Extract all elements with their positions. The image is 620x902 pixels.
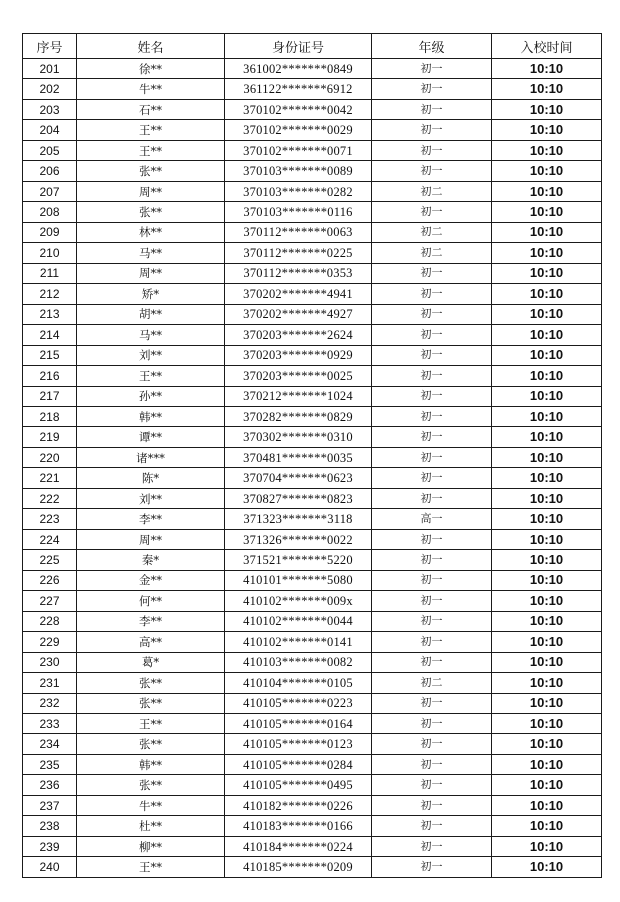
cell-name: 马** <box>77 325 225 345</box>
cell-name: 林** <box>77 222 225 242</box>
table-row <box>23 161 602 181</box>
table-body <box>23 59 602 878</box>
cell-seq: 221 <box>23 468 77 488</box>
cell-entry-time: 10:10 <box>492 325 602 345</box>
cell-name: 金** <box>77 570 225 590</box>
cell-seq: 235 <box>23 754 77 774</box>
table-row <box>23 386 602 406</box>
cell-grade: 初一 <box>372 632 492 652</box>
cell-entry-time: 10:10 <box>492 857 602 877</box>
cell-grade: 初一 <box>372 652 492 672</box>
cell-grade: 初一 <box>372 325 492 345</box>
table-row <box>23 263 602 283</box>
cell-grade: 初一 <box>372 304 492 324</box>
cell-id-number: 370202*******4927 <box>225 304 372 324</box>
cell-id-number: 410103*******0082 <box>225 652 372 672</box>
cell-grade: 初一 <box>372 79 492 99</box>
cell-grade: 初一 <box>372 366 492 386</box>
cell-id-number: 370827*******0823 <box>225 488 372 508</box>
cell-id-number: 370112*******0225 <box>225 243 372 263</box>
cell-seq: 216 <box>23 366 77 386</box>
cell-id-number: 410184*******0224 <box>225 836 372 856</box>
cell-name: 周** <box>77 263 225 283</box>
cell-grade: 初一 <box>372 161 492 181</box>
cell-grade: 初一 <box>372 140 492 160</box>
cell-id-number: 410182*******0226 <box>225 795 372 815</box>
header-name: 姓名 <box>77 34 225 59</box>
cell-grade: 初一 <box>372 857 492 877</box>
cell-name: 韩** <box>77 406 225 426</box>
cell-grade: 初一 <box>372 591 492 611</box>
cell-entry-time: 10:10 <box>492 79 602 99</box>
table-row <box>23 59 602 79</box>
header-seq: 序号 <box>23 34 77 59</box>
cell-name: 王** <box>77 857 225 877</box>
table-row <box>23 304 602 324</box>
cell-id-number: 370103*******0282 <box>225 181 372 201</box>
cell-seq: 212 <box>23 284 77 304</box>
cell-grade: 高一 <box>372 509 492 529</box>
cell-entry-time: 10:10 <box>492 263 602 283</box>
cell-name: 张** <box>77 734 225 754</box>
cell-id-number: 370112*******0353 <box>225 263 372 283</box>
table-row <box>23 488 602 508</box>
cell-grade: 初一 <box>372 775 492 795</box>
cell-id-number: 370202*******4941 <box>225 284 372 304</box>
cell-entry-time: 10:10 <box>492 386 602 406</box>
cell-seq: 219 <box>23 427 77 447</box>
cell-entry-time: 10:10 <box>492 611 602 631</box>
table-header <box>23 34 602 59</box>
cell-entry-time: 10:10 <box>492 161 602 181</box>
cell-name: 陈* <box>77 468 225 488</box>
cell-name: 李** <box>77 611 225 631</box>
cell-entry-time: 10:10 <box>492 693 602 713</box>
cell-name: 王** <box>77 366 225 386</box>
cell-seq: 232 <box>23 693 77 713</box>
table-row <box>23 652 602 672</box>
cell-seq: 202 <box>23 79 77 99</box>
cell-entry-time: 10:10 <box>492 345 602 365</box>
cell-entry-time: 10:10 <box>492 795 602 815</box>
header-id-number: 身份证号 <box>225 34 372 59</box>
cell-id-number: 370282*******0829 <box>225 406 372 426</box>
cell-entry-time: 10:10 <box>492 673 602 693</box>
cell-id-number: 370212*******1024 <box>225 386 372 406</box>
cell-name: 杜** <box>77 816 225 836</box>
cell-seq: 230 <box>23 652 77 672</box>
cell-seq: 238 <box>23 816 77 836</box>
cell-seq: 208 <box>23 202 77 222</box>
cell-name: 矫* <box>77 284 225 304</box>
cell-id-number: 410104*******0105 <box>225 673 372 693</box>
cell-name: 张** <box>77 161 225 181</box>
cell-grade: 初一 <box>372 693 492 713</box>
cell-seq: 225 <box>23 550 77 570</box>
cell-entry-time: 10:10 <box>492 529 602 549</box>
student-entry-sheet <box>22 33 601 878</box>
table-row <box>23 570 602 590</box>
cell-name: 王** <box>77 714 225 734</box>
cell-id-number: 410105*******0495 <box>225 775 372 795</box>
table-row <box>23 673 602 693</box>
cell-seq: 237 <box>23 795 77 815</box>
cell-entry-time: 10:10 <box>492 243 602 263</box>
table-row <box>23 243 602 263</box>
cell-seq: 201 <box>23 59 77 79</box>
table-row <box>23 550 602 570</box>
cell-seq: 214 <box>23 325 77 345</box>
cell-grade: 初一 <box>372 754 492 774</box>
table-row <box>23 529 602 549</box>
cell-id-number: 410185*******0209 <box>225 857 372 877</box>
cell-seq: 220 <box>23 447 77 467</box>
table-row <box>23 406 602 426</box>
table-row <box>23 120 602 140</box>
cell-name: 李** <box>77 509 225 529</box>
cell-name: 石** <box>77 99 225 119</box>
cell-grade: 初一 <box>372 836 492 856</box>
cell-grade: 初一 <box>372 345 492 365</box>
header-grade: 年级 <box>372 34 492 59</box>
cell-grade: 初一 <box>372 714 492 734</box>
cell-entry-time: 10:10 <box>492 427 602 447</box>
cell-id-number: 410105*******0164 <box>225 714 372 734</box>
cell-name: 胡** <box>77 304 225 324</box>
cell-entry-time: 10:10 <box>492 284 602 304</box>
cell-name: 刘** <box>77 345 225 365</box>
cell-seq: 233 <box>23 714 77 734</box>
table-row <box>23 632 602 652</box>
cell-grade: 初一 <box>372 386 492 406</box>
cell-seq: 222 <box>23 488 77 508</box>
table-row <box>23 345 602 365</box>
cell-entry-time: 10:10 <box>492 222 602 242</box>
cell-entry-time: 10:10 <box>492 836 602 856</box>
cell-grade: 初一 <box>372 550 492 570</box>
header-row <box>23 34 602 59</box>
cell-grade: 初一 <box>372 427 492 447</box>
cell-entry-time: 10:10 <box>492 816 602 836</box>
cell-id-number: 410105*******0123 <box>225 734 372 754</box>
cell-grade: 初二 <box>372 673 492 693</box>
cell-seq: 210 <box>23 243 77 263</box>
table-row <box>23 427 602 447</box>
table-row <box>23 284 602 304</box>
cell-seq: 206 <box>23 161 77 181</box>
table-row <box>23 611 602 631</box>
cell-id-number: 370112*******0063 <box>225 222 372 242</box>
table-row <box>23 222 602 242</box>
cell-grade: 初一 <box>372 488 492 508</box>
cell-name: 秦* <box>77 550 225 570</box>
cell-id-number: 410102*******009x <box>225 591 372 611</box>
cell-entry-time: 10:10 <box>492 509 602 529</box>
table-row <box>23 468 602 488</box>
table-row <box>23 99 602 119</box>
cell-name: 周** <box>77 529 225 549</box>
cell-id-number: 410101*******5080 <box>225 570 372 590</box>
cell-id-number: 361122*******6912 <box>225 79 372 99</box>
cell-entry-time: 10:10 <box>492 632 602 652</box>
cell-name: 张** <box>77 202 225 222</box>
table-row <box>23 509 602 529</box>
cell-seq: 213 <box>23 304 77 324</box>
cell-grade: 初二 <box>372 222 492 242</box>
cell-seq: 227 <box>23 591 77 611</box>
table-row <box>23 693 602 713</box>
cell-id-number: 370704*******0623 <box>225 468 372 488</box>
cell-id-number: 370203*******2624 <box>225 325 372 345</box>
cell-seq: 203 <box>23 99 77 119</box>
cell-grade: 初一 <box>372 816 492 836</box>
cell-id-number: 371521*******5220 <box>225 550 372 570</box>
cell-name: 高** <box>77 632 225 652</box>
cell-entry-time: 10:10 <box>492 550 602 570</box>
cell-entry-time: 10:10 <box>492 652 602 672</box>
cell-entry-time: 10:10 <box>492 181 602 201</box>
cell-id-number: 410105*******0223 <box>225 693 372 713</box>
cell-id-number: 370102*******0071 <box>225 140 372 160</box>
table-row <box>23 795 602 815</box>
cell-name: 葛* <box>77 652 225 672</box>
cell-grade: 初二 <box>372 243 492 263</box>
cell-seq: 234 <box>23 734 77 754</box>
cell-seq: 229 <box>23 632 77 652</box>
cell-grade: 初二 <box>372 181 492 201</box>
cell-entry-time: 10:10 <box>492 591 602 611</box>
table-row <box>23 775 602 795</box>
cell-id-number: 370102*******0042 <box>225 99 372 119</box>
table-row <box>23 447 602 467</box>
cell-grade: 初一 <box>372 447 492 467</box>
cell-grade: 初一 <box>372 120 492 140</box>
cell-seq: 218 <box>23 406 77 426</box>
cell-entry-time: 10:10 <box>492 366 602 386</box>
cell-seq: 231 <box>23 673 77 693</box>
table-row <box>23 202 602 222</box>
header-entry-time: 入校时间 <box>492 34 602 59</box>
cell-seq: 226 <box>23 570 77 590</box>
cell-name: 牛** <box>77 79 225 99</box>
cell-entry-time: 10:10 <box>492 406 602 426</box>
cell-name: 孙** <box>77 386 225 406</box>
cell-name: 王** <box>77 120 225 140</box>
cell-seq: 211 <box>23 263 77 283</box>
cell-id-number: 410105*******0284 <box>225 754 372 774</box>
cell-id-number: 370302*******0310 <box>225 427 372 447</box>
cell-name: 牛** <box>77 795 225 815</box>
cell-seq: 228 <box>23 611 77 631</box>
cell-name: 马** <box>77 243 225 263</box>
cell-entry-time: 10:10 <box>492 570 602 590</box>
cell-name: 韩** <box>77 754 225 774</box>
table-row <box>23 714 602 734</box>
cell-seq: 224 <box>23 529 77 549</box>
cell-entry-time: 10:10 <box>492 140 602 160</box>
cell-entry-time: 10:10 <box>492 754 602 774</box>
cell-seq: 240 <box>23 857 77 877</box>
cell-id-number: 410102*******0044 <box>225 611 372 631</box>
cell-entry-time: 10:10 <box>492 734 602 754</box>
cell-entry-time: 10:10 <box>492 99 602 119</box>
table-row <box>23 734 602 754</box>
cell-grade: 初一 <box>372 99 492 119</box>
cell-entry-time: 10:10 <box>492 447 602 467</box>
cell-entry-time: 10:10 <box>492 59 602 79</box>
cell-seq: 223 <box>23 509 77 529</box>
cell-grade: 初一 <box>372 284 492 304</box>
cell-id-number: 370102*******0029 <box>225 120 372 140</box>
cell-name: 张** <box>77 775 225 795</box>
cell-entry-time: 10:10 <box>492 775 602 795</box>
cell-grade: 初一 <box>372 263 492 283</box>
cell-name: 张** <box>77 693 225 713</box>
cell-id-number: 370103*******0089 <box>225 161 372 181</box>
cell-name: 谭** <box>77 427 225 447</box>
cell-id-number: 410102*******0141 <box>225 632 372 652</box>
cell-grade: 初一 <box>372 570 492 590</box>
table-row <box>23 79 602 99</box>
cell-seq: 207 <box>23 181 77 201</box>
table-row <box>23 591 602 611</box>
table-row <box>23 181 602 201</box>
cell-id-number: 370103*******0116 <box>225 202 372 222</box>
cell-name: 何** <box>77 591 225 611</box>
cell-seq: 215 <box>23 345 77 365</box>
table-row <box>23 816 602 836</box>
cell-name: 柳** <box>77 836 225 856</box>
cell-grade: 初一 <box>372 795 492 815</box>
cell-id-number: 371326*******0022 <box>225 529 372 549</box>
cell-id-number: 370203*******0025 <box>225 366 372 386</box>
cell-name: 徐** <box>77 59 225 79</box>
cell-entry-time: 10:10 <box>492 714 602 734</box>
cell-name: 刘** <box>77 488 225 508</box>
cell-seq: 204 <box>23 120 77 140</box>
cell-name: 周** <box>77 181 225 201</box>
cell-seq: 236 <box>23 775 77 795</box>
cell-grade: 初一 <box>372 611 492 631</box>
cell-grade: 初一 <box>372 59 492 79</box>
cell-seq: 209 <box>23 222 77 242</box>
table-row <box>23 366 602 386</box>
table-row <box>23 836 602 856</box>
cell-grade: 初一 <box>372 468 492 488</box>
cell-id-number: 370203*******0929 <box>225 345 372 365</box>
cell-entry-time: 10:10 <box>492 202 602 222</box>
cell-id-number: 410183*******0166 <box>225 816 372 836</box>
cell-seq: 239 <box>23 836 77 856</box>
cell-grade: 初一 <box>372 406 492 426</box>
cell-grade: 初一 <box>372 734 492 754</box>
table-row <box>23 140 602 160</box>
cell-grade: 初一 <box>372 202 492 222</box>
cell-seq: 217 <box>23 386 77 406</box>
cell-name: 诸*** <box>77 447 225 467</box>
table-row <box>23 754 602 774</box>
cell-grade: 初一 <box>372 529 492 549</box>
cell-id-number: 370481*******0035 <box>225 447 372 467</box>
table-row <box>23 857 602 877</box>
cell-entry-time: 10:10 <box>492 304 602 324</box>
cell-entry-time: 10:10 <box>492 468 602 488</box>
cell-name: 王** <box>77 140 225 160</box>
cell-id-number: 371323*******3118 <box>225 509 372 529</box>
student-entry-table <box>22 33 602 878</box>
cell-entry-time: 10:10 <box>492 120 602 140</box>
table-row <box>23 325 602 345</box>
cell-name: 张** <box>77 673 225 693</box>
cell-seq: 205 <box>23 140 77 160</box>
cell-entry-time: 10:10 <box>492 488 602 508</box>
cell-id-number: 361002*******0849 <box>225 59 372 79</box>
